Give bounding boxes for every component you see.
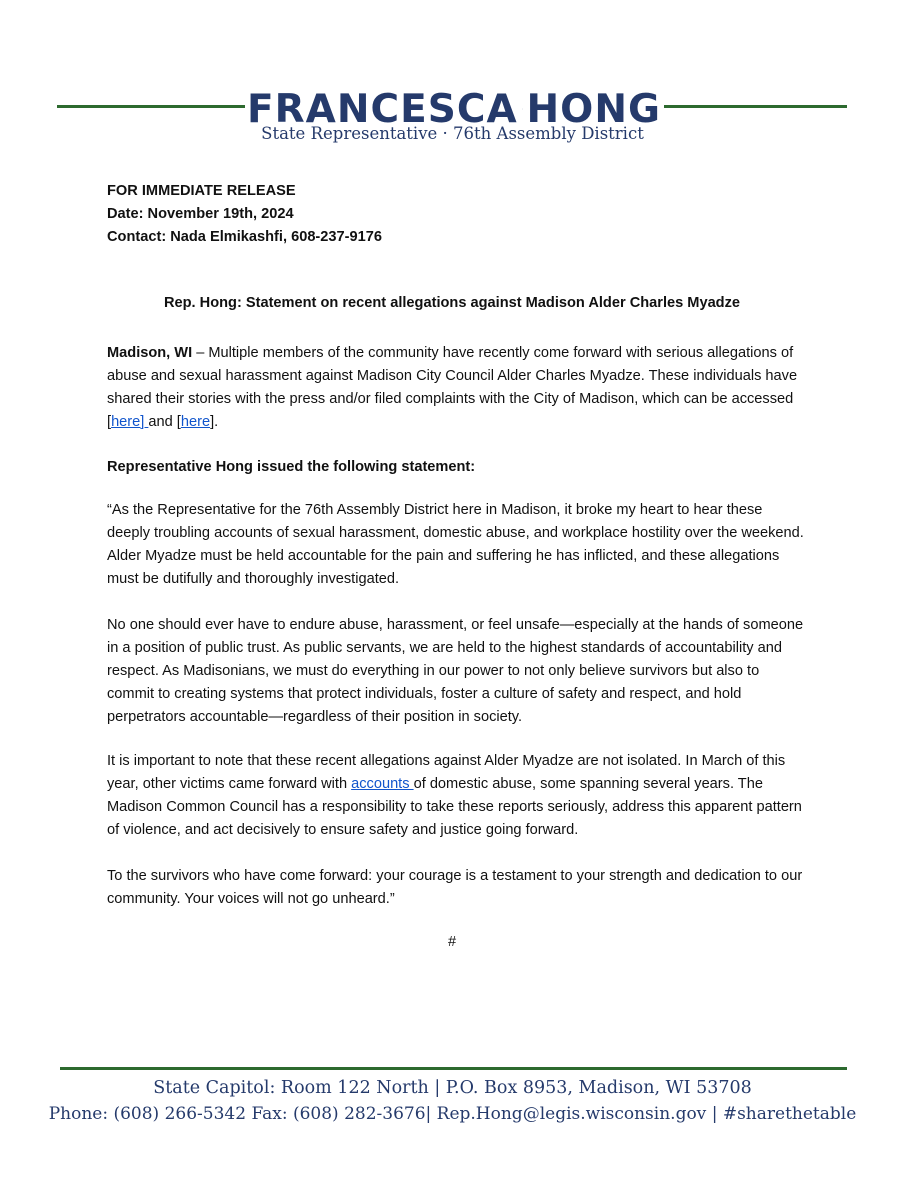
- letterhead: [0, 78, 905, 158]
- release-label: FOR IMMEDIATE RELEASE: [107, 183, 296, 199]
- p5-text-b: of domestic abuse, some spanning several years. The Madison Common Council has a responsibility to take these reports seriously, address this apparent pattern of violence, and act decisively to ensure safety and justice going forward.: [107, 776, 802, 838]
- intro-text-a: – Multiple members of the community have recently come forward with serious allegations of abuse and sexual harassment against Madison City Council Alder Charles Myadze. These individuals have shared their stories with the press and/or filed complaints with the City of Madison, which can be accessed [: [107, 345, 798, 430]
- intro-text-b: and [: [148, 414, 181, 430]
- end-mark: #: [447, 934, 457, 950]
- statement-paragraph-3: [107, 750, 807, 842]
- headline: Rep. Hong: Statement on recent allegations against Madison Alder Charles Myadze: [163, 295, 741, 311]
- letterhead-subtitle: State Representative · 76th Assembly District: [261, 124, 644, 143]
- footer-contact: Phone: (608) 266-5342 Fax: (608) 282-3676| Rep.Hong@legis.wisconsin.gov | #sharethetable: [48, 1104, 857, 1124]
- here-link-1[interactable]: here]: [111, 414, 149, 430]
- accounts-link[interactable]: accounts: [351, 776, 414, 792]
- release-contact: Contact: Nada Elmikashfi, 608-237-9176: [107, 229, 382, 245]
- release-info: [107, 180, 807, 249]
- letterhead-rule-right: [664, 105, 847, 108]
- intro-text-c: ].: [210, 414, 219, 430]
- statement-paragraph-2: No one should ever have to endure abuse, harassment, or feel unsafe—especially at the hands of someone in a position of public trust. As public servants, we are held to the highest standards of accountability and respect. As Madisonians, we must do everything in our power to not only believe survivors but also to commit to creating systems that protect individuals, foster a culture of safety and respect, and hold perpetrators accountable—regardless of their position in society.: [107, 617, 804, 725]
- here-link-2[interactable]: here: [180, 414, 211, 430]
- logo-first-name: FRANCESCA: [247, 86, 518, 132]
- footer-address: State Capitol: Room 122 North | P.O. Box 8953, Madison, WI 53708: [153, 1078, 752, 1098]
- release-date: Date: November 19th, 2024: [107, 206, 294, 222]
- dateline: Madison, WI: [107, 345, 193, 361]
- paragraph-intro: [107, 342, 807, 434]
- statement-paragraph-1: “As the Representative for the 76th Assembly District here in Madison, it broke my heart to hear these deeply troubling accounts of sexual harassment, domestic abuse, and workplace hostility over the weekend. Alder Myadze must be held accountable for the pain and suffering he has inflicted, and these allegations must be dutifully and thoroughly investigated.: [107, 502, 804, 587]
- letterhead-rule-left: [57, 105, 245, 108]
- p5-text-a: It is important to note that these recent allegations against Alder Myadze are not isolated. In March of this year, other victims came forward with: [107, 753, 786, 792]
- footer-rule: [60, 1067, 847, 1070]
- statement-intro: Representative Hong issued the following statement:: [107, 459, 476, 475]
- statement-paragraph-4: To the survivors who have come forward: your courage is a testament to your strength and dedication to our community. Your voices will not go unheard.”: [107, 868, 803, 907]
- logo-last-name: HONG: [526, 86, 661, 132]
